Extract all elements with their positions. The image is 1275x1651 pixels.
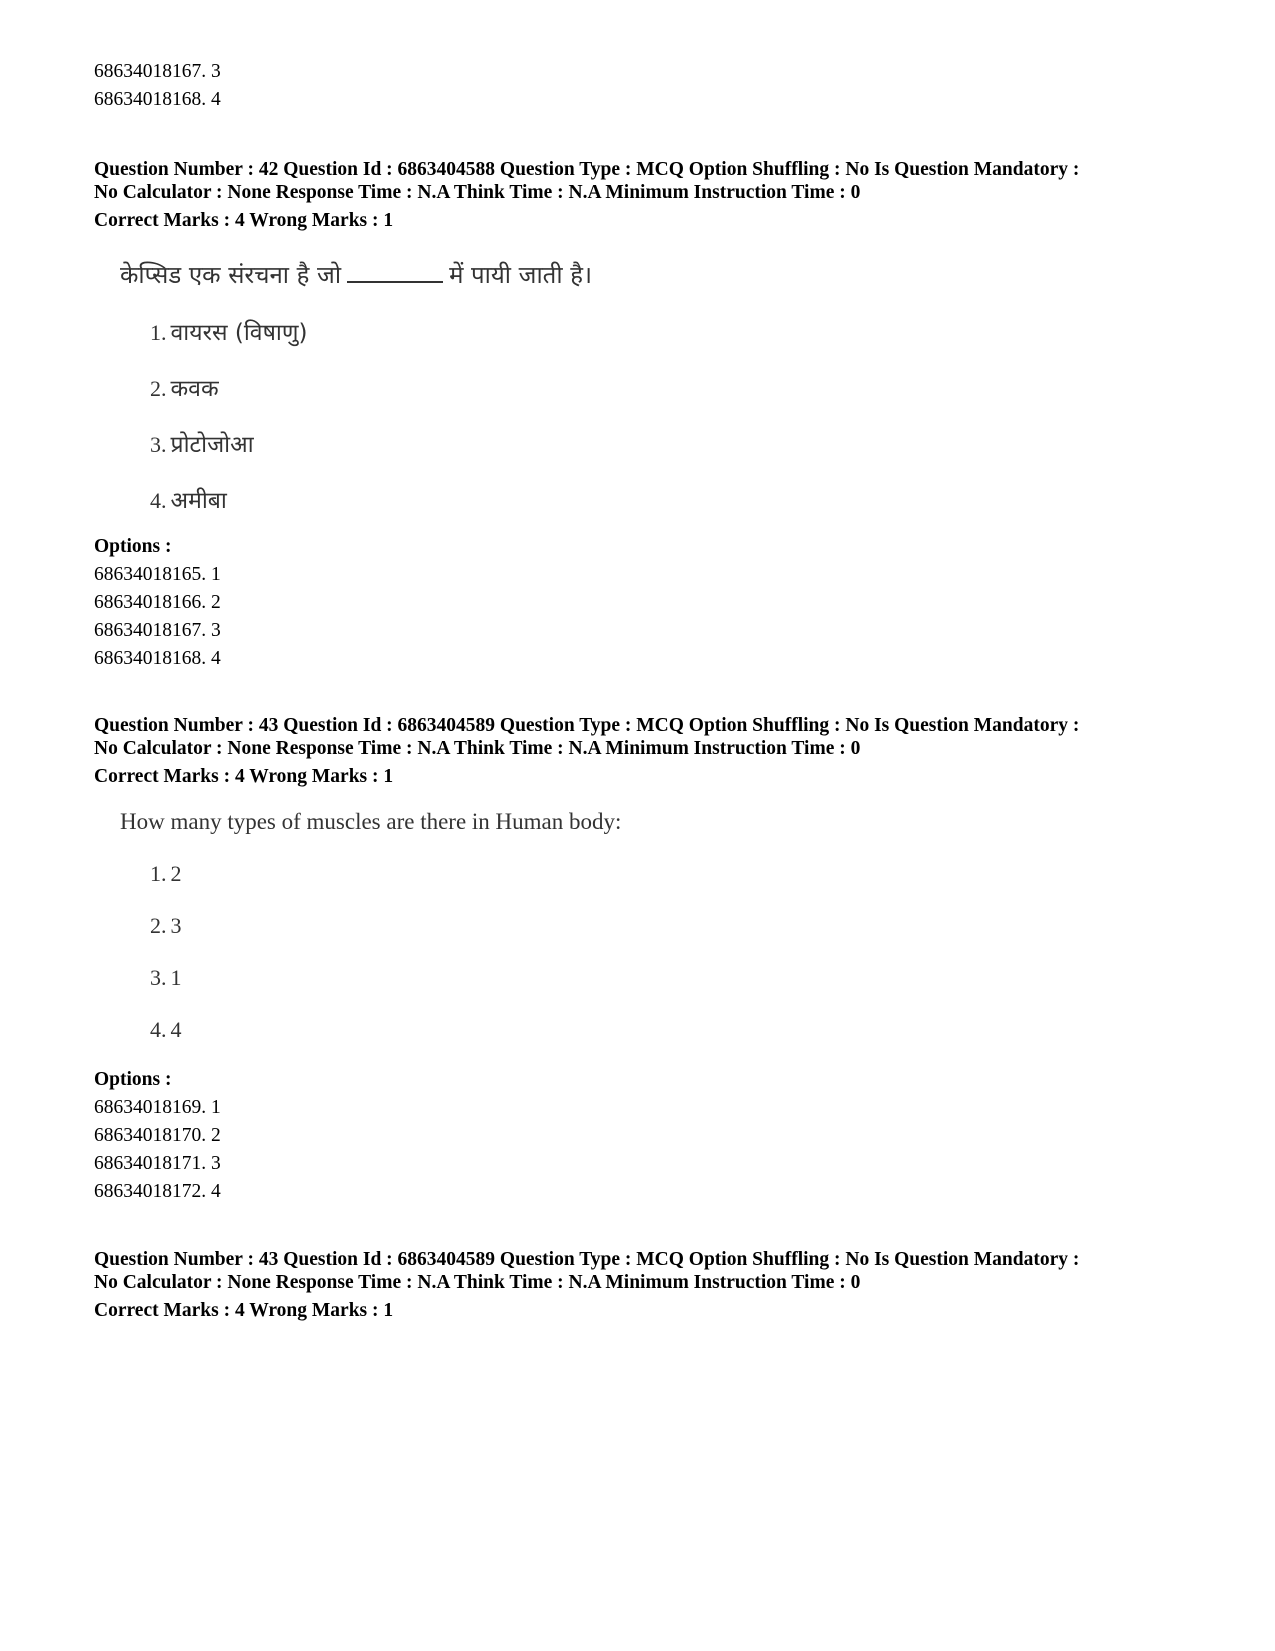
choice-number: 4.	[150, 1017, 167, 1042]
option-line: 68634018167. 3	[94, 61, 221, 82]
choice-text: 2	[170, 861, 182, 886]
option-line: 68634018165. 1	[94, 564, 221, 585]
option-line: 68634018167. 3	[94, 620, 221, 641]
choice-text: 3	[170, 913, 182, 938]
question-marks: Correct Marks : 4 Wrong Marks : 1	[94, 766, 394, 787]
choice-number: 2.	[150, 376, 167, 401]
option-value: 2	[211, 592, 221, 613]
option-line: 68634018166. 2	[94, 592, 221, 613]
option-line: 68634018168. 4	[94, 89, 221, 110]
option-id: 68634018168	[94, 89, 202, 110]
choice-number: 3.	[150, 965, 167, 990]
choice-number: 4.	[150, 488, 167, 513]
answer-choice	[150, 861, 182, 887]
option-id: 68634018171	[94, 1153, 202, 1174]
question-meta-line1: Question Number : 42 Question Id : 6863404588 Question Type : MCQ Option Shuffling : No Is Question Mandatory :	[94, 159, 1080, 180]
question-meta-line1: Question Number : 43 Question Id : 6863404589 Question Type : MCQ Option Shuffling : No Is Question Mandatory :	[94, 1249, 1080, 1270]
option-line: 68634018169. 1	[94, 1097, 221, 1118]
option-id: 68634018167	[94, 61, 202, 82]
choice-text: प्रोटोजोआ	[170, 432, 254, 458]
option-value: 1	[211, 564, 221, 585]
question-meta-line2: No Calculator : None Response Time : N.A Think Time : N.A Minimum Instruction Time : 0	[94, 182, 861, 203]
option-line: 68634018170. 2	[94, 1125, 221, 1146]
options-label: Options :	[94, 536, 172, 557]
option-id: 68634018166	[94, 592, 202, 613]
option-value: 2	[211, 1125, 221, 1146]
choice-text: अमीबा	[170, 488, 227, 514]
question-meta-line2: No Calculator : None Response Time : N.A Think Time : N.A Minimum Instruction Time : 0	[94, 738, 861, 759]
question-text: How many types of muscles are there in Human body:	[120, 809, 622, 834]
answer-choice	[150, 965, 182, 991]
option-id: 68634018172	[94, 1181, 202, 1202]
option-line: 68634018171. 3	[94, 1153, 221, 1174]
option-id: 68634018167	[94, 620, 202, 641]
choice-number: 1.	[150, 861, 167, 886]
answer-choice	[150, 371, 219, 403]
option-id: 68634018165	[94, 564, 202, 585]
choice-number: 1.	[150, 320, 167, 345]
option-value: 1	[211, 1097, 221, 1118]
question-marks: Correct Marks : 4 Wrong Marks : 1	[94, 210, 394, 231]
choice-number: 2.	[150, 913, 167, 938]
answer-choice	[150, 1017, 182, 1043]
option-id: 68634018169	[94, 1097, 202, 1118]
answer-choice	[150, 427, 254, 459]
question-text-part2: में पायी जाती है।	[449, 261, 593, 289]
question-meta-line2: No Calculator : None Response Time : N.A Think Time : N.A Minimum Instruction Time : 0	[94, 1272, 861, 1293]
choice-text: 1	[170, 965, 182, 990]
question-text-part1: केप्सिड एक संरचना है जो	[120, 261, 342, 289]
option-value: 4	[211, 89, 221, 110]
question-text	[120, 258, 592, 291]
choice-number: 3.	[150, 432, 167, 457]
option-line: 68634018168. 4	[94, 648, 221, 669]
question-meta-line1: Question Number : 43 Question Id : 6863404589 Question Type : MCQ Option Shuffling : No Is Question Mandatory :	[94, 715, 1080, 736]
options-label: Options :	[94, 1069, 172, 1090]
choice-text: वायरस (विषाणु)	[170, 320, 308, 346]
choice-text: कवक	[170, 376, 219, 402]
question-marks: Correct Marks : 4 Wrong Marks : 1	[94, 1300, 394, 1321]
option-value: 4	[211, 1181, 221, 1202]
option-id: 68634018170	[94, 1125, 202, 1146]
choice-text: 4	[170, 1017, 182, 1042]
answer-choice	[150, 483, 227, 515]
option-line: 68634018172. 4	[94, 1181, 221, 1202]
option-value: 4	[211, 648, 221, 669]
answer-choice	[150, 315, 307, 347]
option-value: 3	[211, 620, 221, 641]
option-id: 68634018168	[94, 648, 202, 669]
option-value: 3	[211, 61, 221, 82]
option-value: 3	[211, 1153, 221, 1174]
answer-choice	[150, 913, 182, 939]
fill-in-blank	[347, 263, 443, 283]
